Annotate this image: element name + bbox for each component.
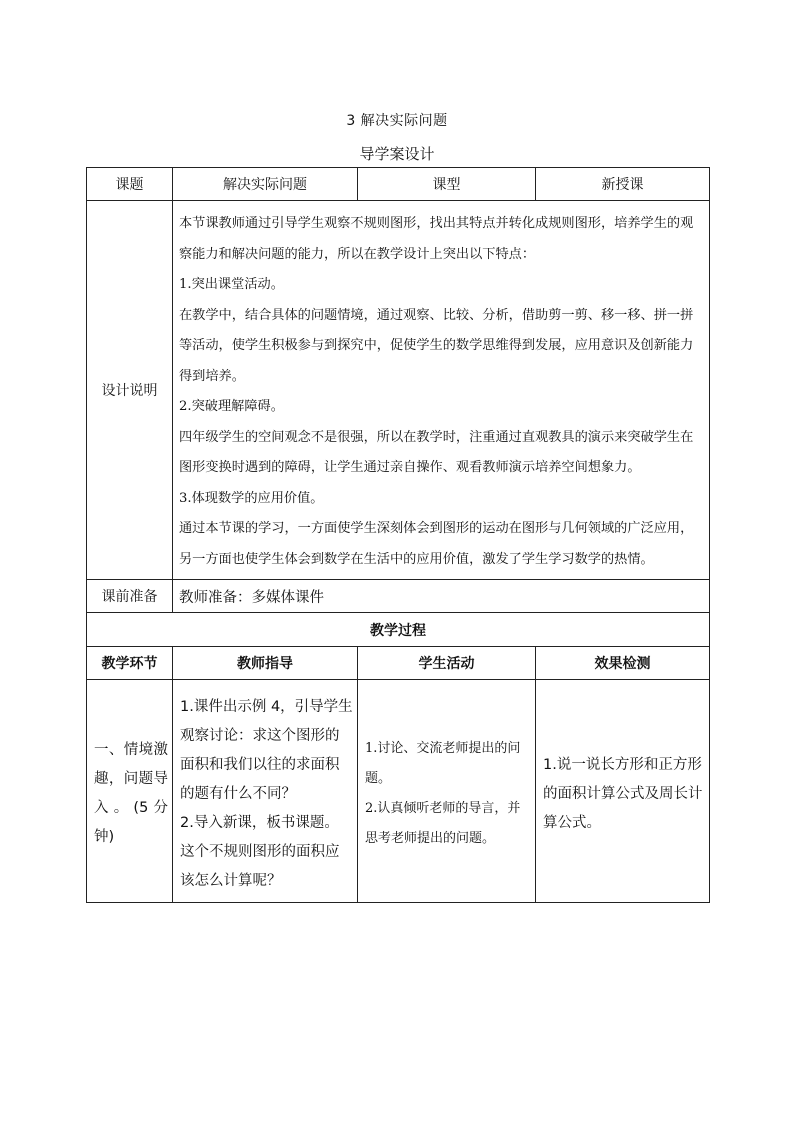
effect-check-cell <box>536 680 710 903</box>
design-label: 设计说明 <box>87 201 173 580</box>
stage-cell <box>87 680 173 903</box>
prep-label: 课前准备 <box>87 580 173 613</box>
teacher-item: 1.课件出示例 4，引导学生观察讨论：求这个图形的面积和我们以往的求面积的题有什么不同？ <box>180 698 353 802</box>
design-paragraph: 本节课教师通过引导学生观察不规则图形，找出其特点并转化成规则图形，培养学生的观察能力和解决问题的能力，所以在教学设计上突出以下特点： <box>179 216 694 262</box>
teacher-guidance-cell <box>173 680 358 903</box>
teacher-item: 2.导入新课，板书课题。这个不规则图形的面积应该怎么计算呢？ <box>180 814 340 889</box>
type-label: 课型 <box>358 168 536 201</box>
topic-label: 课题 <box>87 168 173 201</box>
design-paragraph: 1.突出课堂活动。 <box>179 277 284 292</box>
header-row <box>87 168 710 201</box>
design-paragraph: 3.体现数学的应用价值。 <box>179 490 324 506</box>
student-item: 2.认真倾听老师的导言，并思考老师提出的问题。 <box>365 801 521 846</box>
design-paragraph: 2.突破理解障碍。 <box>179 399 284 414</box>
process-heading: 教学过程 <box>87 613 710 647</box>
prep-row <box>87 580 710 613</box>
process-columns-row <box>87 647 710 680</box>
design-paragraph: 在教学中，结合具体的问题情境，通过观察、比较、分析，借助剪一剪、移一移、拼一拼等活动，使学生积极参与到探究中，促使学生的数学思维得到发展，应用意识及创新能力得到培养。 <box>179 307 694 384</box>
process-row <box>87 680 710 903</box>
column-header-teacher: 教师指导 <box>173 647 358 680</box>
document-title: 3 解决实际问题 <box>346 113 448 129</box>
document-subtitle: 导学案设计 <box>359 145 435 163</box>
design-paragraph: 通过本节课的学习，一方面使学生深刻体会到图形的运动在图形与几何领域的广泛应用，另一方面也使学生体会到数学在生活中的应用价值，激发了学生学习数学的热情。 <box>179 521 694 567</box>
topic-value: 解决实际问题 <box>173 168 358 201</box>
stage-text: 一、情境激趣，问题导入。(5分钟) <box>94 742 168 845</box>
prep-value: 教师准备：多媒体课件 <box>173 580 710 613</box>
column-header-student: 学生活动 <box>358 647 536 680</box>
check-item: 1.说一说长方形和正方形的面积计算公式及周长计算公式。 <box>543 756 703 831</box>
column-header-check: 效果检测 <box>536 647 710 680</box>
lesson-plan-table <box>86 167 710 903</box>
student-item: 1.讨论、交流老师提出的问题。 <box>365 741 521 786</box>
column-header-stage: 教学环节 <box>87 647 173 680</box>
process-heading-row <box>87 613 710 647</box>
design-row <box>87 201 710 580</box>
design-paragraph: 四年级学生的空间观念不是很强，所以在教学时，注重通过直观教具的演示来突破学生在图形变换时遇到的障碍，让学生通过亲自操作、观看教师演示培养空间想象力。 <box>179 429 694 475</box>
type-value: 新授课 <box>536 168 710 201</box>
student-activity-cell <box>358 680 536 903</box>
design-description <box>173 201 710 580</box>
